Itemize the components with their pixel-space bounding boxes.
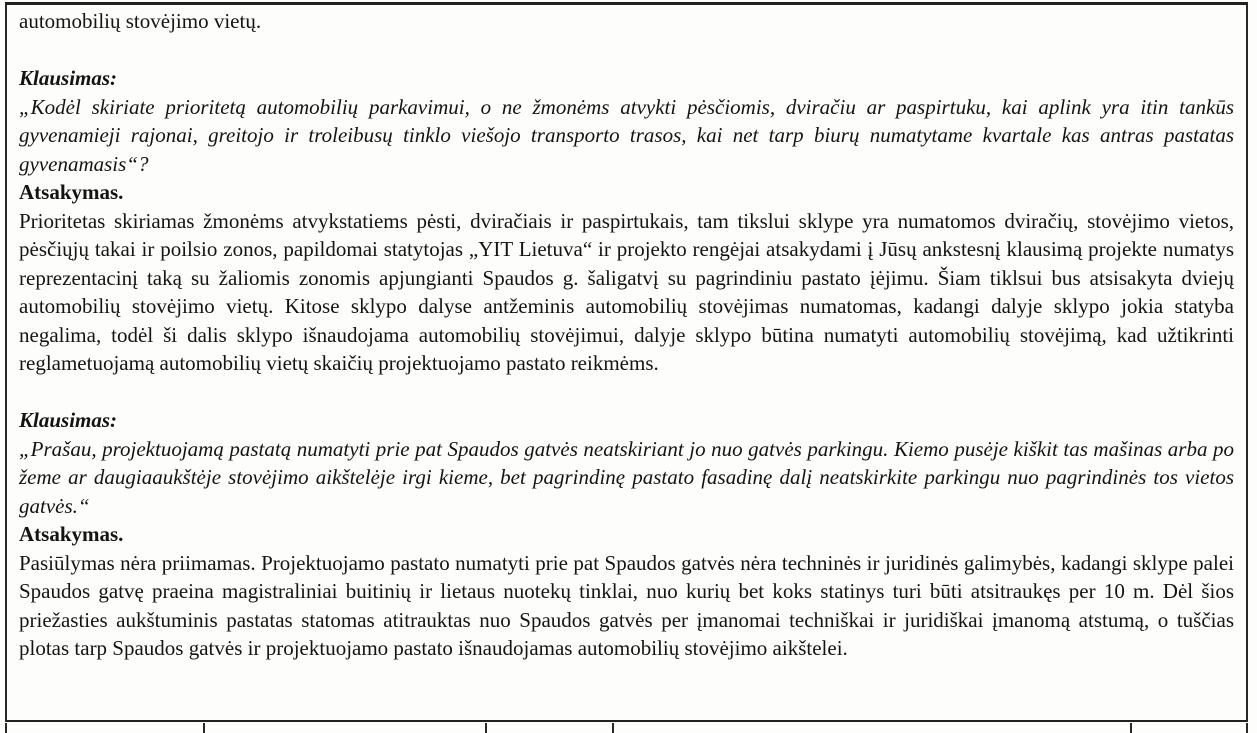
table-column-divider: [1246, 723, 1248, 733]
continuation-line: automobilių stovėjimo vietų.: [19, 9, 262, 33]
question-2-text: „Prašau, projektuojamą pastatą numatyti prie pat Spaudos gatvės neatskiriant jo nuo gatvės parkingu. Kiemo pusėje kiškit tas mašinas arba po žeme ar daugiaaukštėje stovėjimo aikštelėje irgi kieme, bet pagrindinę pastato fasadinę dalį neatskirkite parkingu nuo pagrindinės tos vietos gatvės.“: [19, 436, 1234, 518]
blank-line: [19, 36, 1234, 65]
answer-2-label: Atsakymas.: [19, 522, 124, 546]
table-column-divider: [5, 723, 7, 733]
document-table-cell: [5, 2, 1248, 722]
next-table-row-top: [0, 722, 1257, 733]
table-column-divider: [485, 723, 487, 733]
answer-2-text: Pasiūlymas nėra priimamas. Projektuojamo pastato numatyti prie pat Spaudos gatvės nėra techninės ir juridinės galimybės, kadangi sklype palei Spaudos gatvę praeina magistraliniai buitinių ir lietaus nuotekų tinklai, nuo kurių bet koks statinys turi būti atsitraukęs per 10 m. Dėl šios priežasties aukštuminis pastatas statomas atitrauktas nuo Spaudos gatvės per įmanomai techniškai ir juridiškai įmanomą atstumą, o tuščias plotas tarp Spaudos gatvės ir projektuojamo pastato išnaudojamas automobilių stovėjimo aikštelei.: [19, 550, 1234, 660]
answer-1-text: Prioritetas skiriamas žmonėms atvykstatiems pėsti, dviračiais ir paspirtukais, tam tikslui sklype yra numatomos dviračių, stovėjimo vietos, pėsčiųjų takai ir poilsio zonos, papildomai statytojas „YIT Lietuva“ ir projekto rengėjai atsakydami į Jūsų ankstesnį klausimą projekte numatys reprezentacinį taką su žaliomis zonomis apjungianti Spaudos g. šaligatvį su pagrindiniu pastato įėjimu. Šiam tiklsui bus atsisakyta dviejų automobilių stovėjimo vietų. Kitose sklypo dalyse antžeminis automobilių stovėjimas numatomas, kadangi dalyje sklypo jokia statyba negalima, todėl ši dalis sklypo išnaudojama automobilių stovėjimui, dalyje sklypo būtina numatyti automobilių stovėjimą, kad užtikrinti reglametuojamą automobilių vietų skaičių projektuojamo pastato reikmėms.: [19, 208, 1234, 375]
answer-1-label: Atsakymas.: [19, 180, 124, 204]
table-column-divider: [203, 723, 205, 733]
table-column-divider: [1130, 723, 1132, 733]
question-1-label: Klausimas:: [19, 66, 118, 90]
question-1-text: „Kodėl skiriate prioritetą automobilių parkavimui, o ne žmonėms atvykti pėsčiomis, dviračiu ar paspirtuku, kai aplink yra itin tankūs gyvenamieji rajonai, greitojo ir troleibusų tinklo viešojo transporto trasos, kai net tarp biurų numatytame kvartale kas antras pastatas gyvenamasis“?: [19, 94, 1234, 176]
question-2-label: Klausimas:: [19, 408, 118, 432]
blank-line: [19, 378, 1234, 407]
table-column-divider: [612, 723, 614, 733]
